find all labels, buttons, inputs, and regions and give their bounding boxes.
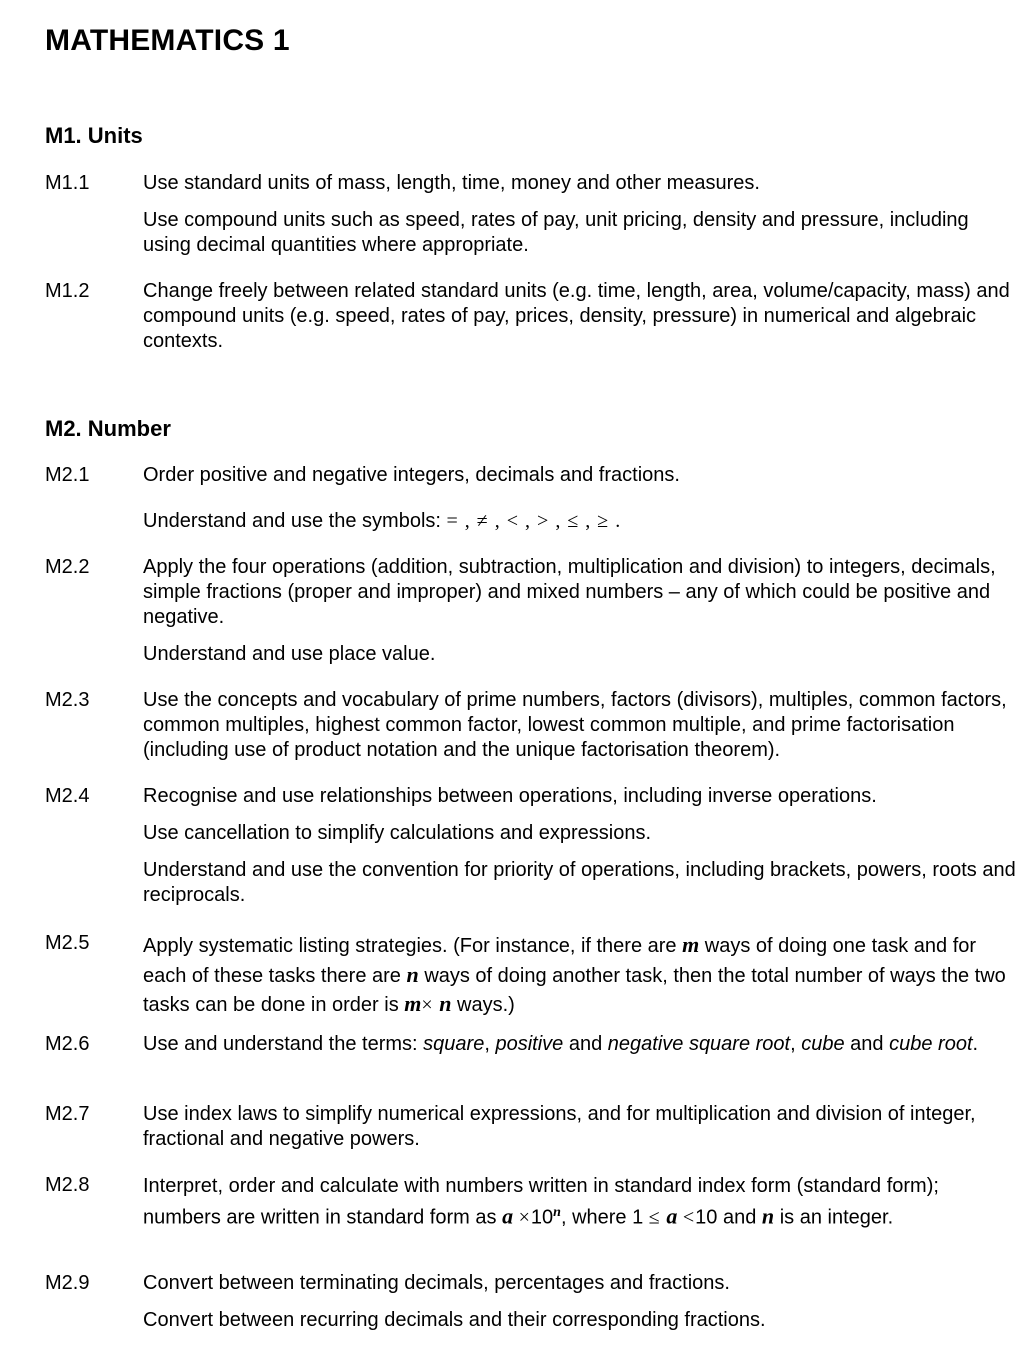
m2-6-comma-1: ,	[484, 1033, 490, 1055]
item-text-m2-1-a: Order positive and negative integers, decimals and fractions.	[143, 464, 680, 486]
item-text-m2-2-a: Apply the four operations (addition, subtraction, multiplication and division) to integers, decimals, simple fractions (proper and improper) and mixed numbers – any of which could be positive and negative.	[143, 556, 996, 628]
item-text-m2-1-b	[143, 509, 1018, 534]
item-text-m2-4-b: Use cancellation to simplify calculations and expressions.	[143, 822, 652, 844]
item-text-m2-3: Use the concepts and vocabulary of prime numbers, factors (divisors), multiples, common factors, common multiples, highest common factor, lowest common multiple, and prime factorisation (including use of product notation and the unique factorisation theorem).	[143, 689, 1007, 761]
item-text-m2-6	[143, 1032, 1018, 1057]
item-text-m2-9-a: Convert between terminating decimals, percentages and fractions.	[143, 1272, 730, 1294]
item-code-m2-9: M2.9	[45, 1272, 90, 1294]
m2-8-text-1: Interpret, order and calculate with numbers written in standard index form (standard form); numbers are written in standard form as	[143, 1175, 939, 1229]
item-code-m2-1: M2.1	[45, 464, 90, 486]
item-text-m2-5	[143, 931, 1018, 1020]
ten-base: 10	[530, 1206, 554, 1229]
item-code-m2-5: M2.5	[45, 932, 90, 954]
m2-6-text-1: Use and understand the terms:	[143, 1033, 418, 1055]
item-code-m2-6: M2.6	[45, 1033, 90, 1055]
exponent-n: n	[553, 1204, 561, 1220]
item-text-m2-2-b: Understand and use place value.	[143, 643, 436, 665]
item-text-m2-9-b: Convert between recurring decimals and their corresponding fractions.	[143, 1309, 766, 1331]
item-text-m2-4-c: Understand and use the convention for priority of operations, including brackets, powers, roots and reciprocals.	[143, 859, 1016, 906]
section-title-m1: M1. Units	[45, 123, 143, 148]
item-code-m2-4: M2.4	[45, 785, 90, 807]
item-code-m1-2: M1.2	[45, 280, 90, 302]
times-symbol: ×	[421, 994, 434, 1016]
comparison-symbols: = , ≠ , < , > , ≤ , ≥ .	[446, 510, 622, 532]
item-text-m1-1-a: Use standard units of mass, length, time, money and other measures.	[143, 172, 760, 194]
less-equal-symbol: ≤	[648, 1206, 661, 1229]
m2-8-text-2: , where 1	[560, 1206, 644, 1229]
variable-n: n	[439, 991, 452, 1016]
item-code-m2-8: M2.8	[45, 1174, 90, 1196]
item-code-m2-2: M2.2	[45, 556, 90, 578]
m2-5-text-1: Apply systematic listing strategies. (For instance, if there are	[143, 935, 677, 957]
term-negative-square-root: negative square root	[607, 1033, 791, 1055]
m2-5-text-3: ways of doing another task, then the total number of ways the two tasks can be done in order is	[143, 964, 1006, 1016]
item-text-m2-4-a: Recognise and use relationships between operations, including inverse operations.	[143, 785, 877, 807]
item-code-m1-1: M1.1	[45, 172, 90, 194]
item-code-m2-3: M2.3	[45, 689, 90, 711]
m2-8-text-4: is an integer.	[779, 1206, 894, 1229]
item-text-m1-2: Change freely between related standard units (e.g. time, length, area, volume/capacity, mass) and compound units (e.g. speed, rates of pay, prices, density, pressure) in numerical and algebraic contexts.	[143, 280, 1010, 352]
m2-6-and-2: and	[850, 1033, 884, 1055]
symbols-label: Understand and use the symbols:	[143, 510, 441, 532]
times-symbol: ×	[518, 1206, 531, 1229]
section-title-m2: M2. Number	[45, 416, 171, 441]
variable-m: m	[404, 991, 422, 1016]
m2-6-period: .	[972, 1033, 979, 1055]
item-code-m2-7: M2.7	[45, 1103, 90, 1125]
less-than-symbol: <	[682, 1206, 696, 1229]
variable-n: n	[406, 961, 419, 987]
variable-a: a	[502, 1203, 514, 1229]
m2-6-and-1: and	[568, 1033, 603, 1055]
document-title: MATHEMATICS 1	[45, 24, 290, 57]
m2-6-comma-2: ,	[790, 1033, 796, 1055]
variable-m: m	[682, 932, 700, 957]
term-positive: positive	[495, 1033, 564, 1055]
term-cube-root: cube root	[889, 1033, 973, 1055]
item-text-m2-8	[143, 1173, 1018, 1231]
term-cube: cube	[801, 1033, 845, 1055]
m2-8-text-3: 10 and	[695, 1206, 757, 1229]
m2-5-text-4: ways.)	[457, 994, 515, 1016]
term-square: square	[423, 1033, 485, 1055]
variable-n: n	[761, 1203, 775, 1229]
m2-5-text-2: ways of doing one task and for each of these tasks there are	[143, 935, 977, 987]
variable-a: a	[666, 1203, 678, 1229]
item-text-m2-7: Use index laws to simplify numerical expressions, and for multiplication and division of integer, fractional and negative powers.	[143, 1103, 976, 1150]
item-text-m1-1-b: Use compound units such as speed, rates of pay, unit pricing, density and pressure, including using decimal quantities where appropriate.	[143, 209, 969, 256]
